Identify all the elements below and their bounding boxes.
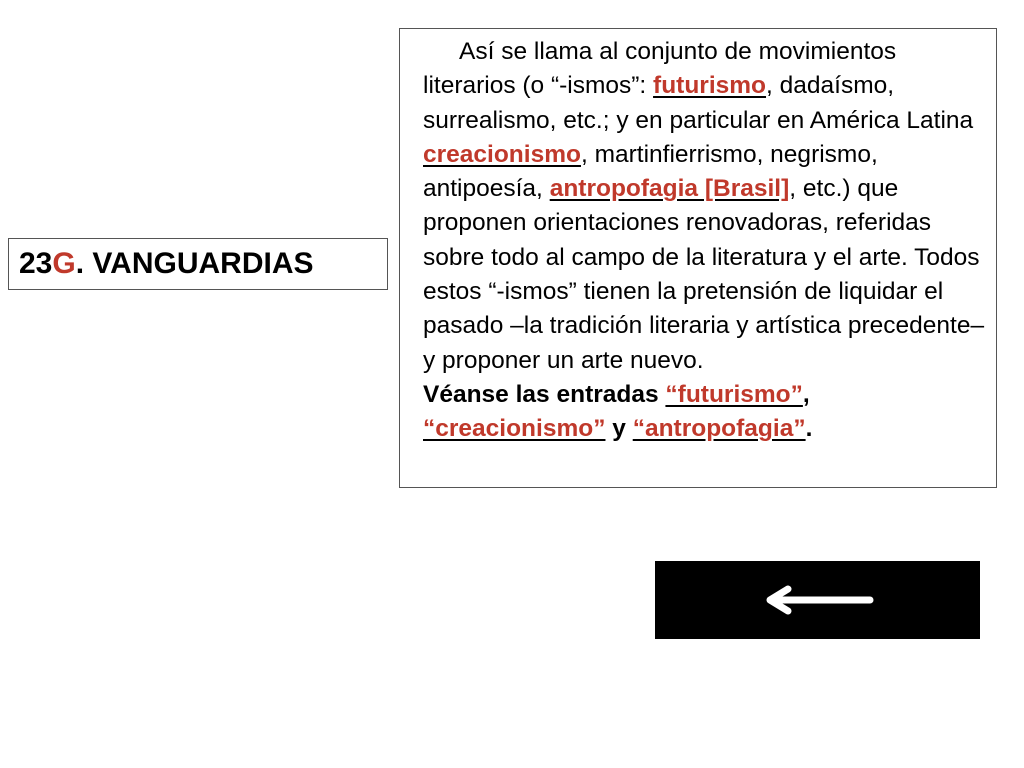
link-creacionismo[interactable]: creacionismo: [423, 140, 581, 168]
title-text: . VANGUARDIAS: [75, 247, 314, 280]
definition-part-4: , etc.) que proponen orientaciones renovadoras, referidas sobre todo al campo de la literatura y el arte. Todos estos “-ismos” tienen la pretensión de liquidar el pasado –la tradición literaria y artística precedente– y proponer un arte nuevo.: [423, 175, 985, 374]
definition-part-3: , martinfierrismo, negrismo, antipoesía,: [423, 140, 878, 203]
section-title: [8, 238, 388, 290]
see-also-line: [423, 378, 988, 447]
title-letter: G: [52, 247, 76, 280]
see-also-link-futurismo[interactable]: “futurismo”: [665, 380, 803, 408]
definition-box: [399, 28, 997, 488]
see-also-prefix: Véanse las entradas: [423, 380, 666, 408]
see-also-period: .: [805, 415, 813, 443]
left-arrow-icon: [758, 580, 878, 620]
title-number: 23: [19, 247, 53, 280]
definition-text: [423, 35, 988, 378]
link-antropofagia-brasil[interactable]: antropofagia [Brasil]: [549, 175, 790, 203]
definition-part-2: , dadaísmo, surrealismo, etc.; y en particular en América Latina: [423, 72, 974, 134]
see-also-link-antropofagia[interactable]: “antropofagia”: [632, 415, 806, 443]
back-button[interactable]: [655, 561, 980, 639]
see-also-comma: ,: [802, 380, 810, 408]
see-also-conjunction: y: [605, 415, 633, 443]
link-futurismo[interactable]: futurismo: [653, 72, 767, 100]
see-also-link-creacionismo[interactable]: “creacionismo”: [423, 415, 606, 443]
definition-part-1: Así se llama al conjunto de movimientos literarios (o “-ismos”:: [423, 38, 897, 100]
